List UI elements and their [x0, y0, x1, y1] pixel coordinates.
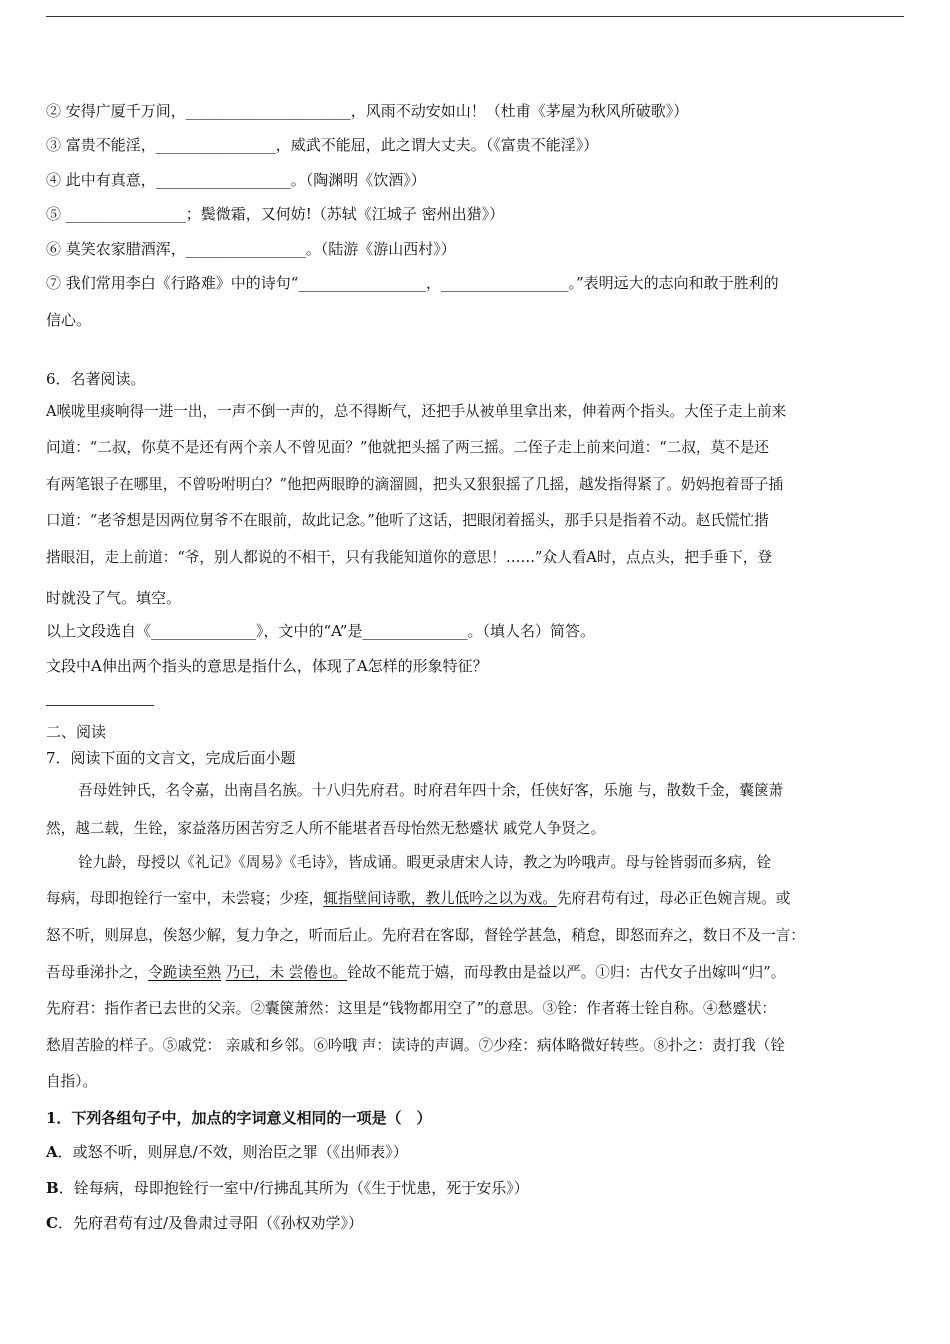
poem-line: ⑤ ________________；鬓微霜，又何妨!（苏轼《江城子 密州出猎》）: [46, 205, 505, 223]
underlined-sentence: 乃已，未 尝倦也。: [225, 964, 348, 981]
question-7-title: 7．阅读下面的文言文，完成后面小题: [46, 749, 296, 767]
classical-text-segment: 吾母垂涕扑之，: [46, 964, 149, 981]
fill-in-question: 以上文段选自《______________》，文中的“A”是______________。（填人名）简答。: [46, 622, 595, 640]
poem-line: ③ 富贵不能淫，________________，威武不能屈，此之谓大丈夫。（《富贵不能淫》）: [46, 136, 599, 154]
classical-text-line: 怒不听，则屏息，俟怒少解，复力争之，听而后止。先府君在客邸，督铨学甚急，稍怠，即怒而弃之，数日不及一言：: [46, 927, 805, 944]
classical-text-segment: 铨故不能荒于嬉，而母教由是益以严。①归：古代女子出嫁叫“归”。: [347, 964, 786, 981]
passage-line: 口道：“老爷想是因两位舅爷不在眼前，故此记念。”他听了这话，把眼闭着摇头，那手只是指着不动。赵氏慌忙揩: [46, 512, 769, 529]
annotation-line: 愁眉苦脸的样子。⑤戚党： 亲戚和乡邻。⑥吟哦 声：读诗的声调。⑦少痊：病体略微好转些。⑧扑之：责打我（铨: [46, 1037, 785, 1054]
mcq-option-b: B．铨每病，母即抱铨行一室中/行拂乱其所为（《生于忧患，死于安乐》）: [46, 1179, 529, 1197]
classical-text-segment: 先府君苟有过，母必正色婉言规。或: [556, 890, 791, 907]
passage-line: 揩眼泪，走上前道：“爷，别人都说的不相干，只有我能知道你的意思！……”众人看A时，点点头，把手垂下，登: [46, 549, 772, 566]
mcq-option-a: A．或怒不听，则屏息/不效，则治臣之罪（《出师表》）: [46, 1143, 408, 1161]
passage-line: 时就没了气。填空。: [46, 589, 182, 607]
mcq-stem: 1．下列各组句子中，加点的字词意义相同的一项是（ ）: [46, 1109, 432, 1127]
classical-text-line: 铨九龄，母授以《礼记》《周易》《毛诗》，皆成诵。暇更录唐宋人诗，教之为吟哦声。母与铨皆弱而多病，铨: [78, 854, 772, 871]
poem-line: ⑦ 我们常用李白《行路难》中的诗句“_________________，_________________。”表明远大的志向和敢于胜利的: [46, 274, 779, 292]
mcq-option-c: C．先府君苟有过/及鲁肃过寻阳（《孙权劝学》）: [46, 1214, 364, 1232]
classical-text-line: [46, 962, 785, 984]
option-a-text: 或怒不听，则屏息/不效，则治臣之罪（《出师表》）: [72, 1143, 408, 1161]
option-b-text: 铨每病，母即抱铨行一室中/行拂乱其所为（《生于忧患，死于安乐》）: [73, 1179, 529, 1197]
passage-line: 有两笔银子在哪里，不曾吩咐明白？”他把两眼睁的滴溜圆，把头又狠狠摇了几摇，越发指得紧了。奶妈抱着哥子插: [46, 476, 784, 493]
option-c-text: 先府君苟有过/及鲁肃过寻阳（《孙权劝学》）: [72, 1214, 364, 1232]
passage-line: A喉咙里痰响得一进一出，一声不倒一声的，总不得断气，还把手从被单里拿出来，伸着两个指头。大侄子走上前来: [46, 403, 787, 420]
classical-text-line: 然，越二载，生铨，家益落历困苦穷乏人所不能堪者吾母怡然无愁蹙状 戚党人争贤之。: [46, 820, 606, 837]
classical-text-line: 吾母姓钟氏，名令嘉，出南昌名族。十八归先府君。时府君年四十余，任侠好客，乐施 与，散数千金，囊箧萧: [78, 782, 784, 799]
annotation-line: 自指）。: [46, 1073, 98, 1090]
underlined-sentence: 令跪读至熟: [148, 964, 222, 981]
poem-line: 信心。: [46, 311, 92, 329]
question-6-title: 6．名著阅读。: [46, 370, 146, 388]
poem-line: ⑥ 莫笑农家腊酒浑，________________。（陆游《游山西村》）: [46, 240, 456, 258]
classical-text-segment: 每病，母即抱铨行一室中，未尝寝；少痊，: [46, 890, 324, 907]
answer-rule: [46, 705, 154, 706]
classical-text-line: [46, 888, 790, 910]
poem-line: ② 安得广厦千万间，______________________，风雨不动安如山！（杜甫《茅屋为秋风所破歌》）: [46, 102, 689, 120]
annotation-line: 先府君：指作者已去世的父亲。②囊箧萧然：这里是“钱物都用空了”的意思。③铨：作者蒋士铨自称。④愁蹙状：: [46, 1000, 777, 1017]
header-rule: [46, 16, 904, 17]
short-answer-question: 文段中A伸出两个指头的意思是指什么，体现了A怎样的形象特征？: [46, 657, 488, 675]
section-title: 二、阅读: [46, 723, 107, 741]
poem-line: ④ 此中有真意，__________________。（陶渊明《饮酒》）: [46, 171, 426, 189]
underlined-sentence: 辄指壁间诗歌，教儿低吟之以为戏。: [323, 890, 557, 907]
passage-line: 问道：“二叔，你莫不是还有两个亲人不曾见面？”他就把头摇了两三摇。二侄子走上前来问道：“二叔，莫不是还: [46, 439, 769, 456]
